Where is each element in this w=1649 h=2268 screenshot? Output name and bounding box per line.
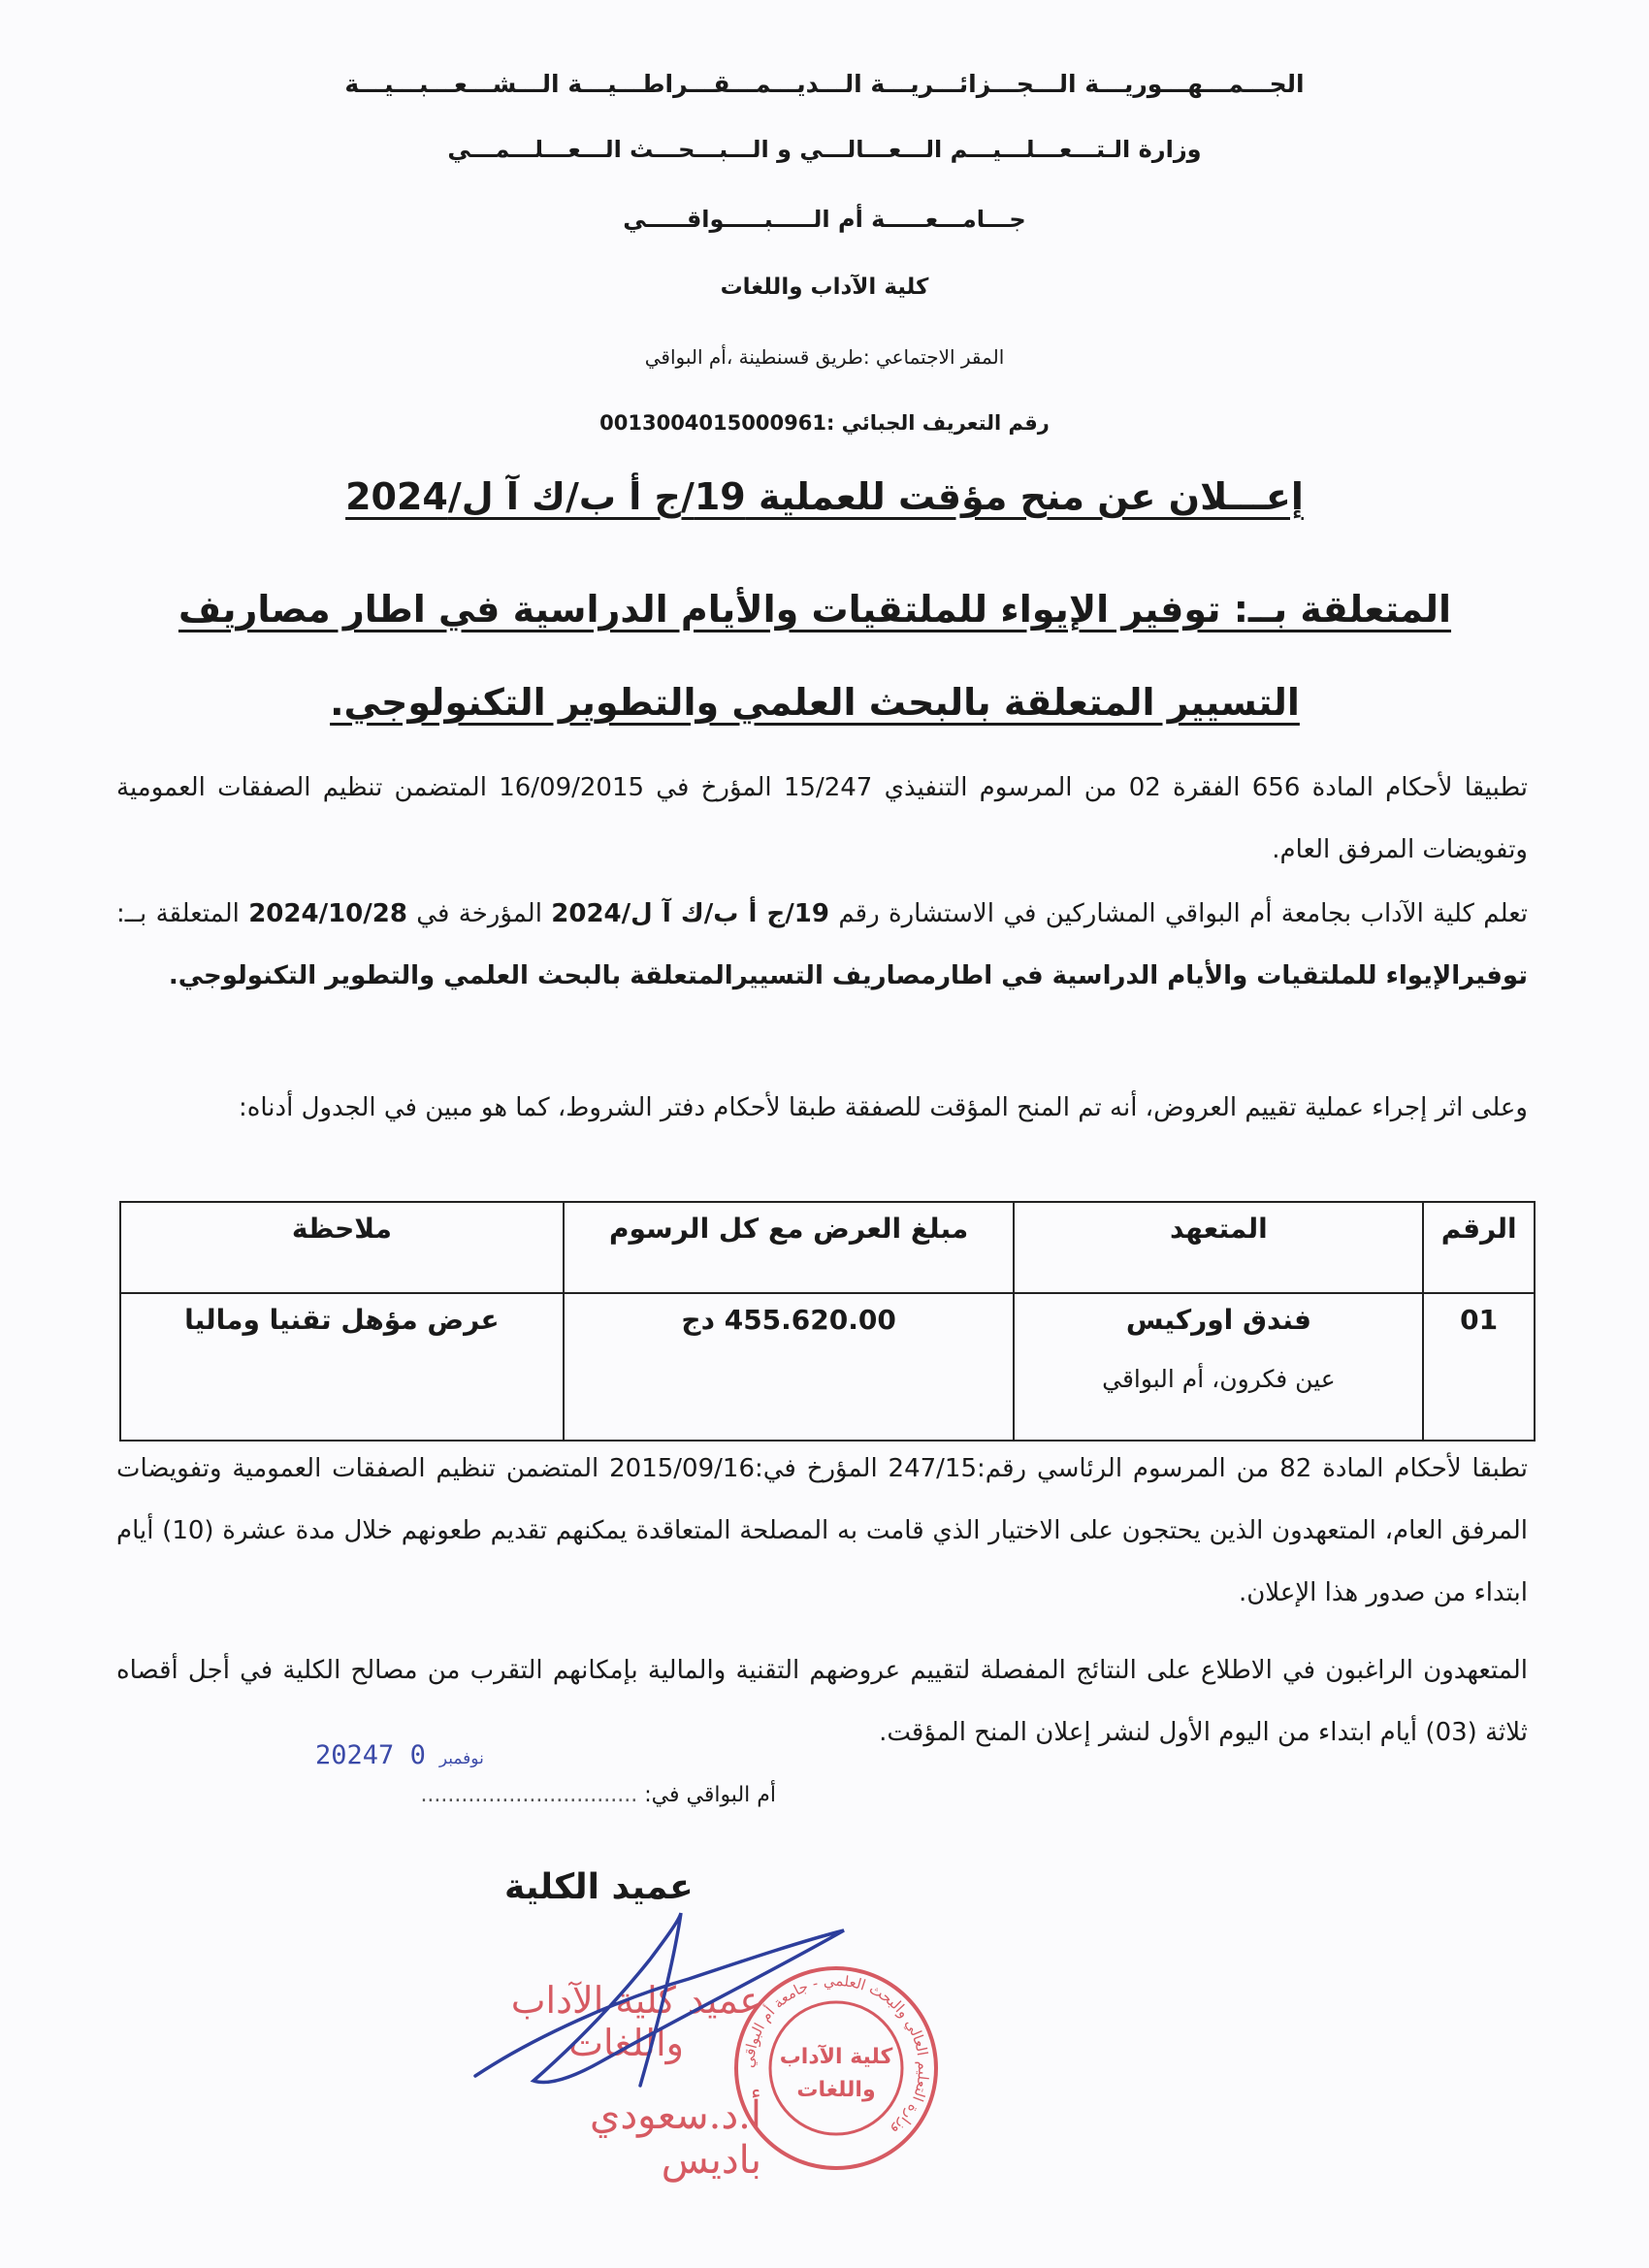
header-ministry: وزارة الـتـــعـــلـــيـــم الـــعـــالـــي و الـــبـــحـــث الـــعـــلـــمـــي	[447, 136, 1202, 163]
paragraph-notification	[116, 883, 1528, 1007]
header-address: المقر الاجتماعي :طريق قسنطينة ،أم البواقي	[644, 345, 1005, 369]
consultation-ref: 19/ج أ ب/ك آ ل/2024	[551, 899, 829, 928]
announcement-subject: المتعلقة بــ: توفير الإيواء للملتقيات والأيام الدراسية في اطار مصاريف التسيير المتعلقة بالبحث العلمي والتطوير التكنولوجي.	[178, 588, 1452, 724]
supplier-address: عين فكرون، أم البواقي	[1102, 1365, 1336, 1393]
dean-title: عميد الكلية	[504, 1867, 694, 1907]
p2-text-b: المؤرخة في	[406, 899, 552, 928]
header-supplier: المتعهد	[1014, 1202, 1423, 1293]
table-header-row	[120, 1202, 1535, 1293]
p2-text-a: تعلم كلية الآداب بجامعة أم البواقي المشاركين في الاستشارة رقم	[828, 899, 1528, 928]
header-republic: الجـــمـــهـــوريـــة الـــجـــزائـــريـــة الـــديـــمـــقـــراطـــيـــة الـــشـــعـــبـــيـــة	[344, 70, 1305, 98]
cell-note: عرض مؤهل تقنيا وماليا	[120, 1293, 564, 1441]
paragraph-evaluation: وعلى اثر إجراء عملية تقييم العروض، أنه تم المنح المؤقت للصفقة طبقا لأحكام دفتر الشروط، كما هو مبين في الجدول أدناه:	[238, 1093, 1528, 1122]
paragraph-legal-basis: تطبيقا لأحكام المادة 656 الفقرة 02 من المرسوم التنفيذي 15/247 المؤرخ في 16/09/2015 المتضمن تنظيم الصفقات العمومية وتفويضات المرفق العام.	[116, 773, 1529, 864]
paragraph-results-access: المتعهدون الراغبون في الاطلاع على النتائج المفصلة لتقييم عروضهم التقنية والمالية بإمكانهم التقرب من مصالح الكلية في أجل أقصاه ثلاثة (03) أيام ابتداء من اليوم الأول لنشر إعلان المنح المؤقت.	[116, 1656, 1528, 1747]
p2-text-c: المتعلقة بــ:	[116, 899, 249, 928]
announcement-title: إعـــلان عن منح مؤقت للعملية 19/ج أ ب/ك آ ل/2024	[345, 475, 1304, 518]
consultation-date: 2024/10/28	[248, 899, 407, 928]
header-num: الرقم	[1423, 1202, 1535, 1293]
table-row	[120, 1293, 1535, 1441]
header-faculty: كلية الآداب واللغات	[720, 275, 929, 300]
supplier-name: فندق اوركيس	[1125, 1304, 1311, 1336]
date-stamp-day: 0 7	[378, 1740, 426, 1770]
date-line	[291, 1783, 776, 1807]
date-stamp-month: نوفمبر	[438, 1749, 484, 1768]
header-amount: مبلغ العرض مع كل الرسوم	[564, 1202, 1015, 1293]
header-note: ملاحظة	[120, 1202, 564, 1293]
red-stamp-line3: أ.د.سعودي باديس	[590, 2093, 761, 2183]
red-stamp-line1: عميد كلية الآداب	[510, 1979, 761, 2022]
seal-inner-line2: واللغات	[796, 2078, 876, 2102]
date-stamp-year: 2024	[315, 1740, 379, 1770]
award-table	[119, 1201, 1536, 1442]
seal-inner-line1: كلية الآداب	[779, 2045, 893, 2069]
consultation-subject: توفيرالإيواء للملتقيات والأيام الدراسية في اطارمصاريف التسييرالمتعلقة بالبحث العلمي والتطوير التكنولوجي.	[168, 961, 1528, 990]
cell-supplier	[1014, 1293, 1423, 1441]
cell-num: 01	[1423, 1293, 1535, 1441]
red-stamp-line2: واللغات	[568, 2022, 684, 2064]
date-dots: ................................	[420, 1783, 638, 1807]
date-stamp	[315, 1740, 498, 1770]
dean-signature	[456, 1901, 863, 2095]
header-tax-id: رقم التعريف الجبائي :0013004015000961	[599, 411, 1050, 435]
cell-amount: 455.620.00 دج	[564, 1293, 1015, 1441]
paragraph-appeal: تطبقا لأحكام المادة 82 من المرسوم الرئاسي رقم:247/15 المؤرخ في:2015/09/16 المتضمن تنظيم الصفقات العمومية وتفويضات المرفق العام، المتعهدون الذين يحتجون على الاختيار الذي قامت به المصلحة المتعاقدة يمكنهم تقديم طعونهم خلال مدة عشرة (10) أيام ابتداء من صدور هذا الإعلان.	[116, 1454, 1529, 1607]
header-university: جـــامـــعـــــة أم الـــــبـــــواقـــــي	[623, 206, 1026, 233]
seal-outer-text: وزارة التعليم العالي والبحث العلمي - جامعة أم البواقي	[739, 1971, 933, 2140]
date-label: أم البواقي في:	[644, 1783, 776, 1807]
